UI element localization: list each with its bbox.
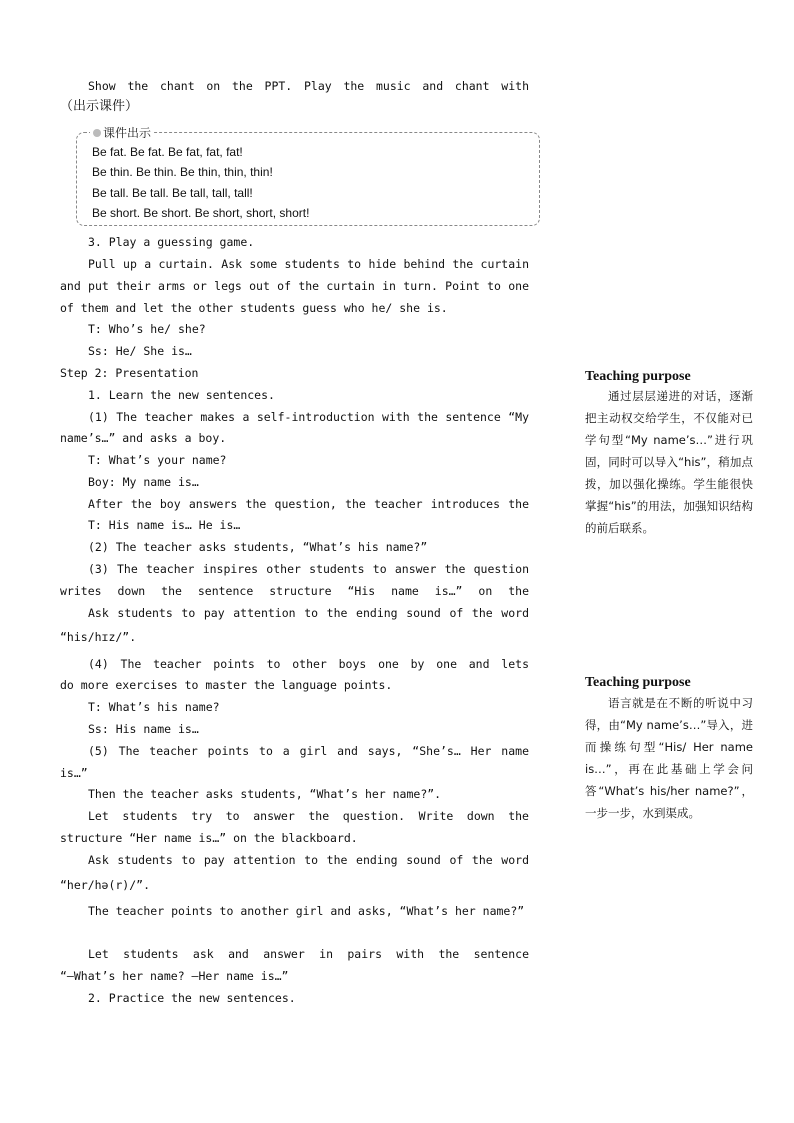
bullet-dot-icon	[93, 129, 101, 137]
teaching-purpose-title: Teaching purpose	[585, 369, 691, 384]
chant-line: Be short. Be short. Be short, short, short!	[92, 206, 310, 220]
text-line: “—What’s her name? —Her name is…”	[60, 969, 289, 983]
text-line: Ss: His name is…	[88, 722, 199, 736]
text-line: Let students ask and answer in pairs with the sentence	[88, 947, 529, 961]
box-title-label: 课件出示	[103, 126, 152, 140]
text-line: T: What’s his name?	[88, 700, 220, 714]
text-line: 2. Practice the new sentences.	[88, 991, 296, 1005]
text-line: 3. Play a guessing game.	[88, 235, 255, 249]
text-line: Ask students to pay attention to the ending sound of the word	[88, 853, 529, 867]
text-line: The teacher points to another girl and asks, “What’s her name?”	[88, 904, 525, 918]
text-line: T: What’s your name?	[88, 453, 227, 467]
text-line: (3) The teacher inspires other students to answer the question	[88, 562, 529, 576]
text-line: Ask students to pay attention to the ending sound of the word	[88, 606, 529, 620]
text-line: Boy: My name is…	[88, 475, 199, 489]
text-line: Let students try to answer the question. Write down the	[88, 809, 529, 823]
chant-line: Be fat. Be fat. Be fat, fat, fat!	[92, 145, 243, 159]
text-line: Show the chant on the PPT. Play the music and chant with	[88, 79, 529, 93]
section-heading: Step 2: Presentation	[60, 366, 199, 380]
text-line: （出示课件）	[60, 99, 139, 114]
text-line: After the boy answers the question, the teacher introduces the	[88, 497, 529, 511]
text-line: “his/hɪz/”.	[60, 630, 137, 644]
teaching-purpose-text: 通过层层递进的对话，逐渐把主动权交给学生，不仅能对已学句型“My name’s…”进行巩固，同时可以导入“his”，稍加点拨，加以强化操练。学生能很快掌握“his”的用法，加强知识结构的前后联系。	[585, 389, 753, 535]
text-line: name’s…” and asks a boy.	[60, 431, 227, 445]
text-line: structure “Her name is…” on the blackboard.	[60, 831, 358, 845]
text-line: T: Who’s he/ she?	[88, 322, 206, 336]
text-line: (5) The teacher points to a girl and says, “She’s… Her name	[88, 744, 529, 758]
text-line: of them and let the other students guess who he/ she is.	[60, 301, 448, 315]
text-line: do more exercises to master the language points.	[60, 678, 393, 692]
text-line: writes down the sentence structure “His name is…” on the	[60, 584, 529, 598]
text-line: (1) The teacher makes a self-introduction with the sentence “My	[88, 410, 529, 424]
text-line: “her/hə(r)/”.	[60, 878, 151, 892]
teaching-purpose-title: Teaching purpose	[585, 675, 691, 690]
teaching-purpose-text: 语言就是在不断的听说中习得，由“My name’s…”导入，进而操练句型“His/ Her name is…”，再在此基础上学会问答“What’s his/her name?”，一步一步，水到渠成。	[585, 696, 753, 820]
text-line: and put their arms or legs out of the curtain in turn. Point to one	[60, 279, 529, 293]
text-line: is…”	[60, 766, 88, 780]
text-line: Pull up a curtain. Ask some students to hide behind the curtain	[88, 257, 529, 271]
chant-line: Be thin. Be thin. Be thin, thin, thin!	[92, 165, 273, 179]
text-line: Ss: He/ She is…	[88, 344, 192, 358]
text-line: T: His name is… He is…	[88, 518, 241, 532]
courseware-box-title	[90, 124, 154, 141]
text-line: 1. Learn the new sentences.	[88, 388, 275, 402]
chant-line: Be tall. Be tall. Be tall, tall, tall!	[92, 186, 253, 200]
text-line: (4) The teacher points to other boys one by one and lets	[88, 657, 529, 671]
text-line: (2) The teacher asks students, “What’s his name?”	[88, 540, 428, 554]
text-line: Then the teacher asks students, “What’s her name?”.	[88, 787, 442, 801]
